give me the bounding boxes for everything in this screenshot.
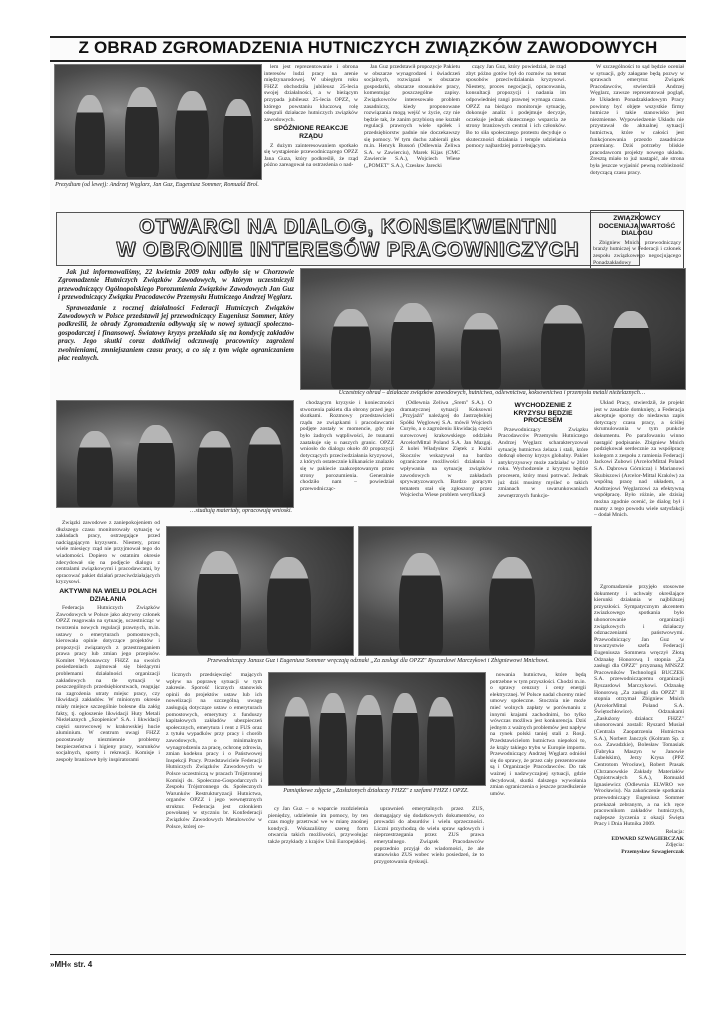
banner-line-2: W OBRONIE INTERESÓW PRACOWNICZYCH bbox=[116, 239, 580, 261]
article-column-left bbox=[56, 520, 160, 900]
banner-line-1: OTWARCI NA DIALOG, KONSEKWENTNI bbox=[138, 216, 558, 238]
article-column-6 bbox=[400, 400, 492, 518]
paragraph: Jan Guz przedstawił propozycje Pakietu w obszarze wynagrodzeń i świadczeń socjalnych, rozwiązań w obszarze gospodarki, obszarze stosunków pracy, komentując poszczególne zapisy. Związkowców interesowało problem zasadniczy, kiedy proponowane rozwiązania mogą wejść w życie, czy nie będzie tak, że zanim przybiorą one kształt regulacji prawnych wiele spółek i przedsiębiorstw padnie nie doczekawszy się pomocy. W tym duchu zabierali głos m.in. Henryk Bussoń (Odlewnia Żeliwa S.A. w Zawierciu), Marek Kijas (CMC Zawiercie S.A.), Wojciech Wiese („POMET" S.A.), Czesław Jarecki bbox=[364, 64, 460, 169]
article-column-13 bbox=[594, 584, 684, 902]
paragraph: uprawnień emerytalnych przez ZUS, domagający się dodatkowych dokumentów, co prowadzi do absurdów i wielu sprzeczności. Liczni przychodzą do wielu spraw sądowych i nieprzestrzegania przez ZUS prawa emerytalnego. Związek Pracodawców poprzednio przyjął do wiadomości, że ale stanowisko ZUS wobec wielu posiedzeń, że to przygotowania dyskusji. bbox=[374, 806, 484, 865]
article-column-12 bbox=[490, 672, 586, 902]
article-column-10 bbox=[268, 806, 368, 902]
credit-label: Relacja: bbox=[665, 828, 684, 835]
lead-paragraph-2: Sprawozdanie z rocznej działalności Federacji Hutniczych Związków Zawodowych w Polsce przedstawił jej przewodniczący Eugeniusz Sommer, który podkreślił, że obrady Zgromadzenia odbywają się w nowej sytuacji społeczno-gospodarczej i finansowej. Światowy kryzys przekłada się na kondycję zakładów pracy. Jego skutki coraz dotkliwiej odczuwają pracownicy zagrożeni zwolnieniami, zmniejszaniem czasu pracy, a co się z tym wiąże ograniczaniem płac realnych. bbox=[58, 303, 294, 363]
article-banner bbox=[56, 212, 640, 266]
subheading-aktywni: AKTYWNI NA WIELU POLACH DZIAŁANIA bbox=[59, 587, 157, 603]
paragraph: Przewodniczący Związku Pracodawców Przemysłu Hutniczego Andrzej Węglarz scharakteryzował sytuację hutnictwa żelaza i stali, które dotknął obecny kryzys globalny. Pakiet antykryzysowy może zadziałać w 2010 roku. Wychodzenie z kryzysu będzie procesem, który musi potrwać. Jednak już dziś musimy myśleć o takich zmianach w uwarunkowaniach zewnętrznych funkcjo- bbox=[498, 426, 588, 499]
sidebar-box-title: ZWIĄZKOWCY DOCENIAJĄ WARTOŚĆ DIALOGU bbox=[598, 215, 676, 238]
lead-paragraph-1: Jak już informowaliśmy, 22 kwietnia 2009 toku odbyło się w Chorzowie Zgromadzenie Hutniczych Związków Zawodowych, w którym uczestniczyli przewodniczący Ogólnopolskiego Porozumienia Związków Zawodowych Jan Guz i przewodniczący Związku Pracodawców Przemysłu Hutniczego Andrzej Węglarz. bbox=[58, 268, 294, 302]
group-caption: Pamiątkowe zdjęcie „Zasłużonych działaczy FHZZ" z szefami FHZZ i OPZZ. bbox=[283, 788, 469, 794]
paragraph: lem jest reprezentowanie i obrona interesów ludzi pracy na arenie międzynarodowej. W ubiegłym roku FHZZ obchodziła jubileusz 25-lecia swojej działalności, a w bieżącym przypada jubileusz 25-lecia OPZZ, w którego powstaniu kluczową rolę odegrali działacze hutniczych związków zawodowych. bbox=[264, 64, 358, 123]
paragraph: Z dużym zainteresowaniem spotkało się wystąpienie przewodniczącego OPZZ Jana Guza, który podkreślił, że rząd późno zareagował na ostrzeżenia o nad- bbox=[264, 142, 358, 169]
credit-label: Zdjęcia: bbox=[665, 842, 684, 849]
presidium-photo bbox=[54, 64, 262, 180]
footer-rule bbox=[50, 954, 686, 955]
credit-relacja bbox=[594, 829, 684, 855]
article-column-9 bbox=[166, 672, 262, 902]
article-column-11 bbox=[374, 806, 484, 902]
article-column-8 bbox=[594, 400, 684, 580]
article-column-2 bbox=[364, 64, 460, 210]
page-headline: Z OBRAD ZGROMADZENIA HUTNICZYCH ZWIĄZKÓW ZAWODOWYCH bbox=[78, 38, 658, 57]
paragraph: Federacja Hutniczych Związków Zawodowych w Polsce jako aktywny członek OPZZ reagowała na sytuację, uczestnicząc w tworzeniu nowych regulacji prawnych, m.in. ustawy o emeryturach pomostowych, kierowała opinie dotyczące projektów i propozycji związanych z przestrzeganiem prawa pracy lub zmian jego przepisów. Komitet Wykonawczy FHZZ na swoich posiedzeniach zajmował się bieżącymi problemami działalności organizacji zakładowych na tle sytuacji w poszczególnych przedsiębiorstwach, reagując na zagrożenia utraty miejsc pracy, czy likwidacji zakładów. W minionym okresie miały miejsce szczególnie bolesne dla załóg fakty, tj. ogłoszenie likwidacji Huty Metali Nieżelaznych „Szopienice" S.A. i likwidacji części surowcowej w krakowskiej hucie aluminium. W centrum uwagi FHZZ pozostawały niezmiennie problemy bezpieczeństwa i higieny pracy, warunków socjalnych, sporty i rekreacji. Komisje i zespoły branżowe były inspiratorami bbox=[56, 605, 160, 763]
article-column-7 bbox=[498, 400, 588, 518]
participants-photo bbox=[300, 268, 686, 390]
subheading-rzad: SPÓŹNIONE REAKCJE RZĄDU bbox=[273, 125, 349, 140]
award-photo-left bbox=[166, 526, 354, 656]
paragraph: licznych przedsięwzięć mających wpływ na poprawę sytuacji w tym zakresie. Sporość licznych stanowisk opinii do projektów ustaw lub ich nowelizacji na szczególną uwagę zasługują dotyczące ustaw o emeryturach pomostowych, emerytury z funduszy kapitałowych zakładów ubezpieczeń społecznych, emerytura i rent z FUS oraz z tytułu wypadków przy pracy i chorób zawodowych, o minimalnym wynagrodzeniu za pracę, ochronę zdrowia, zmian kodeksu pracy i o Państwowej Inspekcji Pracy. Przedstawiciele Federacji Hutniczych Związków Zawodowych w Polsce uczestniczą w pracach Trójstronnej Komisji ds. Społeczno-Gospodarczych i Zespołu Trójstronnego ds. Społecznych Warunków Restrukturyzacji Hutnictwa, organów OPZZ i jego wewnętrznych struktur. Federacja jest członkiem powołanej w styczniu br. Konfederacji Związków Zawodowych Metalowców w Polsce, której ce- bbox=[166, 672, 262, 830]
paragraph: (Odlewnia Żeliwa „Śrem" S.A.). O dramatycznej sytuacji Koksowni „Przyjaźń" należącej do Jastrzębskiej Spółki Węglowej S.A. mówił Wojciech Curyło, a o zagrożeniu likwidacją części surowcowej krakowskiego oddziału ArcelorMittal Poland S.A. Jan Mazgaj. Z kolei Władysław Ziętek z Kuźni Skoczów wskazywał na bardzo ograniczone możliwości działania i wpływania na sytuację związków zawodowych w zakładach sprywatyzowanych. Bardzo gorącym tematem stał się zgłoszony przez Wojciecha Wiese problem weryfikacji bbox=[400, 400, 492, 499]
award-photo-right bbox=[358, 526, 592, 656]
article-column-3 bbox=[466, 64, 566, 210]
award-caption: Przewodniczący Janusz Guz i Eugeniusz Sommer wręczają odznaki „Za zasługi dla OPZZ" Ryszardowi Marczykowi i Zbigniewowi Mnichowi. bbox=[207, 658, 549, 664]
paragraph: Układ Pracy, stwierdził, że projekt jest w zasadzie domknięty, a Federacja akceptuje sporny do niedawna zapis dotyczący czasu pracy, a ściślej skrumulowania w tym punkcie dokumentu. Po parafowaniu winno nastąpić podpisanie. Zbigniew Mnich podziękował serdecznie za współpracę kolegom z zespołu z ramienia Federacji Jackowi Zubowi (ArcelorMittal Poland S.A. Dąbrowa Górnicza) i Marianowi Skubiszowi (Arcelor-Mittal Kraków) za wspólną pracę nad układem, a Andrzejowi Węglarzowi za efektywną współpracę. Było różnie, ale dzisiaj można zgodnie ocenić, że dialog był i mamy z tego powodu wiele satysfakcji – dodał Mnich. bbox=[594, 400, 684, 519]
newspaper-page bbox=[50, 36, 686, 969]
group-photo bbox=[268, 672, 486, 786]
studying-caption: …studiują materiały, opracowują wnioski. bbox=[190, 508, 292, 514]
paragraph: W szczególności to sąd będzie oceniał w sytuacji, gdy załagane będą pozwy w sprawach emerytur. Związek Pracodawców, stwierdził Andrzej Węglarz, zawsze reprezentował pogląd, że Układem Ponadzakładowym Pracy powinny być objęte wszystkie firmy hutnicze i takie stanowisko jest niezmienne. Wypowiedzenie Układu nie przystawał do aktualnej sytuacji hutnictwa, które w całości jest funkcjonowania przezdo zasadnicze przemiany. Dziś potrzeby bliskie pracodawcom projekty nowego układu. Zresztą miało to już nastąpić, ale strona była jeszcze wyjaśnić pewną rozbieżność dotyczącą czasu pracy. bbox=[590, 64, 684, 176]
paragraph: Zgromadzenie przyjęło stosowne dokumenty i uchwały określające kierunki działania w najbliższej przyszłości. Sympatycznym akcentem zwiazkowego spotkania było uhonorowanie organizacji związkowych i działaczy odznaczeniami państwowymi. Przewodniczący Jan Guz w towarzystwie szefa Federacji Eugeniusza Sommera wręczył Złotą Odznakę Honorową I stopnia „Za zasługi dla OPZZ" przyznaną MNSZZ Pracowników Technologii BUCZEK S.A. przewodniczącemu organizacji Ryszardowi Marczykowi. Odznakę Honorową „Za zasługi dla OPZZ" II stopnia otrzymał Zbigniew Mnich (ArcelorMittal Poland S.A. Świętochłowice). Odznakami „Zasłużony działacz FHZZ" uhonorowani zostali: Ryszard Musiał (Centrala Zaopatrzenia Hutnictwa S.A.), Norbert Janczyk (Koltram Sp. z o.o. Zawadzkie), Bolesław Tomasiak (Fabryka Maszyn w Janowie Lubelskim), Jerzy Krysa (PPZ Centrotom Wrocław), Robert Prasak (Chrzanowskie Zakłady Materiałów Ogniotrwałych S.A.), Romuald Ignasiewicz (Odlewnia ELWRO we Wrocławiu). Na zakończenie spotkania przewodniczący Eugeniusz Sommer przekazał zebranym, a na ich ręce pracownikom zakładów hutniczych, najlepsze życzenia z okazji Święta Pracy i Dnia Hutnika 2009. bbox=[594, 584, 684, 828]
sidebar-box-text: Zbigniew Mnich, przewodniczący branży hutniczej w Federacji i członek zespołu związkowego negocjującego Ponadzakładowy bbox=[593, 239, 681, 266]
subheading-kryzys: WYCHODZENIE Z KRYZYSU BĘDZIE PROCESEM bbox=[513, 402, 573, 425]
paragraph: nowania hutnictwa, które będą potrzebne w tym przyszłości. Chodzi m.in. o sprawy cenzury i ceny energii elektrycznej. W Polsce nadal chcemy mieć umowy społeczne. Stocznia nie może mieć wolnych zapłaty w porównaniu z innymi krajami zachodnimi, bo tylko wówczas możliwa jest konkurencja. Dziś jednym z ważnych problemów jest napływ na rynek polski taniej stali z Rosji. Przedstawicielom hutnictwa niepokoi to, że krąży takiego trybu w Europie importu. Przewodniczący Andrzej Węglarz odniósł się do sprawy, że przez cały prezentowane są i Organizacje Pracodawców. Do tak ważnej i nadzwyczajnej sytuacji, gdzie decydował, skutki dalszego wywołania zmian ograniczenia o jeszcze przedłużenie umów. bbox=[490, 672, 586, 797]
paragraph: czący Jan Guz, który powiedział, że rząd zbyt późno gotów był do rozmów na temat sposobów przeciwdziałania kryzysowi. Niestety, proces negocjacji, opracowania, konsultacji propozycji i nadania im odpowiedniej rangi prawnej wymaga czasu. OPZZ na bieżąco monitoruje sytuację, dokonuje analiz i podejmuje decyzje, oczekuje jednak skutecznego wsparcia ze strony branżowych central i ich członków. Bo to siła społecznego protestu decyduje o skuteczności działania i temple udzielania pomocy najbardziej potrzebującym. bbox=[466, 64, 566, 150]
sidebar-box bbox=[590, 210, 684, 272]
participants-caption: Uczestnicy obrad – działacze związków zawodowych, hutnictwa, odlewnictwa, koksownictwa i przemysłu metali nieżelaznych… bbox=[338, 390, 646, 396]
article-column-5 bbox=[300, 400, 394, 518]
article-column-4 bbox=[590, 64, 684, 210]
credit-author: EDWARD SZWAGIERCZAK bbox=[611, 835, 684, 842]
headline-rule bbox=[50, 60, 686, 62]
studying-photo bbox=[56, 400, 294, 508]
paragraph: Związki zawodowe z zaniepokojeniem od dłuższego czasu monitorowały sytuację w zakładach pracy, ostrzegające przed nadciągającym kryzysem. Niestety, przez wiele miesięcy rząd nie przyjmował tego do wiadomości. Dopiero w ostatnim okresie zdecydował się na podjęcie dialogu z centralami związkowymi i pracodawcami, by opracować pakiet działań przeciwdziałających kryzysowi. bbox=[56, 520, 160, 586]
paragraph: chodzącym kryzysie i konieczności stworzenia pakietu dla obrony przed jego skutkami. Rozmowy przedstawicieli rządu ze związkami i pracodawcami podjęte zostały w momencie, gdy nie było żadnych wątpliwości, że tsunami zaatakuje się u naszych granic. OPZZ wniosło do dialogu około 40 propozycji dotyczących przeciwdziałania kryzysowi, z których ostatecznie kilkanaście znalazło się w pakiecie zaakceptowanym przez strony porozumienia. Generalnie chodziło nam – powiedział przewodnicząc- bbox=[300, 400, 394, 492]
article-column-1 bbox=[264, 64, 358, 210]
credit-photographer: Przemysław Szwagierczak bbox=[621, 848, 684, 855]
page-footer: »MH« str. 4 bbox=[50, 960, 93, 969]
presidium-caption: Prezydium (od lewej): Andrzej Węglarz, Jan Guz, Eugeniusz Sommer, Romuald Brol. bbox=[55, 182, 259, 188]
paragraph: cy Jan Guz – o wsparcie rozdzielenia pieniędzy, udzielenie im pomocy, by ten czas mogły przetrwać we w miarę znośnej kondycji. Wskazaliśmy szereg form otwarcia takich możliwości, przywołując także przykłady z krajów Unii Europejskiej. bbox=[268, 806, 368, 845]
